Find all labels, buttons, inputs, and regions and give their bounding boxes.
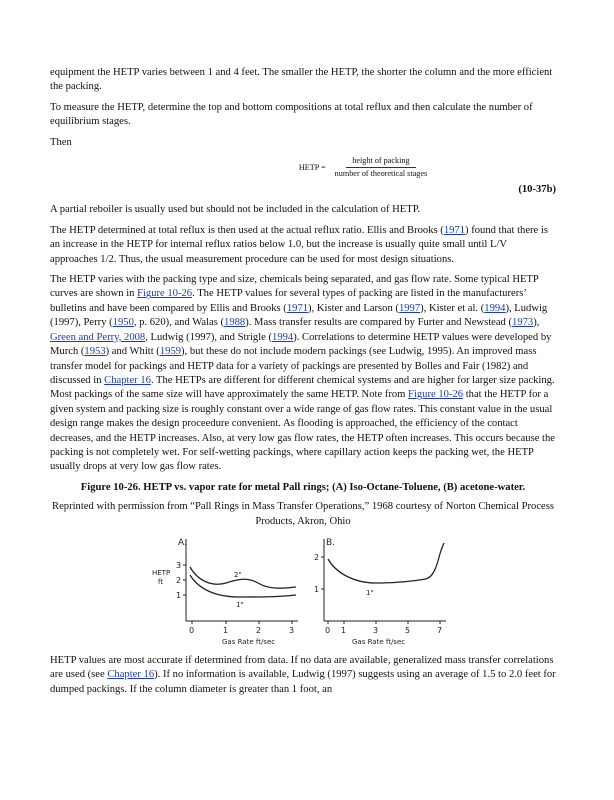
text-run: ), bbox=[533, 317, 540, 329]
link-1971[interactable]: 1971 bbox=[443, 224, 466, 236]
text-run: . The HETP values for several types of packing are listed in the manufacturers’ bulletins and have been compared by Ellis and Brooks ( bbox=[50, 288, 527, 314]
text-run: The HETP varies with the packing type and size, chemicals being separated, and gas flow rate. Some typical HETP curves are shown in bbox=[50, 274, 539, 300]
paragraph-measure: To measure the HETP, determine the top and bottom compositions at total reflux and then calculate the number of equilibrium stages. bbox=[50, 101, 533, 128]
panel-b-xtick-label: 0 bbox=[325, 625, 331, 635]
link-1988[interactable]: 1988 bbox=[224, 317, 246, 329]
text-run: The HETP determined at total reflux is then used at the actual reflux ratio. Ellis and Brooks ( bbox=[50, 224, 444, 236]
panel-b-curve-1in bbox=[328, 543, 444, 583]
panel-b-xtick-label: 1 bbox=[341, 625, 347, 635]
panel-b-xlabel: Gas Rate ft/sec bbox=[352, 637, 406, 646]
link-1994[interactable]: 1994 bbox=[484, 302, 506, 314]
panel-b-label: B. bbox=[326, 537, 336, 548]
link-1973[interactable]: 1973 bbox=[512, 317, 534, 329]
panel-a-ytick-label: 2 bbox=[176, 575, 182, 585]
figure-credit: Reprinted with permission from “Pall Rings in Mass Transfer Operations,” 1968 courtesy of Norton Chemical Process Products, Akron, Ohio bbox=[52, 501, 554, 527]
link-1994[interactable]: 1994 bbox=[272, 331, 294, 343]
panel-b-xtick-label: 5 bbox=[405, 625, 411, 635]
panel-b-graph bbox=[314, 535, 454, 647]
link-1953[interactable]: 1953 bbox=[84, 346, 106, 358]
panel-a-ylabel-ft: ft bbox=[158, 577, 164, 586]
link-1971[interactable]: 1971 bbox=[286, 302, 309, 314]
formula-denominator: number of theoretical stages bbox=[334, 169, 428, 179]
text-run: ). If no information is available, Ludwig (1997) suggests using an average of 1.5 to 2.0 feet for dumped packings. If the column diameter is greater than 1 foot, an bbox=[50, 669, 556, 695]
text-run: ). Correlations to determine HETP values were developed by Murch ( bbox=[50, 331, 552, 358]
panel-a-ytick-label: 1 bbox=[176, 590, 182, 600]
text-run: . The HETPs are different for different chemical systems and are higher for larger size packing. Most packings of the same size will have approximately the same HETP. Note from bbox=[50, 374, 555, 401]
text-run: ), Kister and Larson ( bbox=[308, 302, 399, 314]
panel-a-xtick-label: 1 bbox=[223, 625, 229, 635]
text-run: ). Mass transfer results are compared by Furter and Newstead ( bbox=[245, 317, 513, 329]
text-run: ) found that there is an increase in the HETP for internal reflux ratios below 1.0, but the increase is usually quite small until L/V approaches 1/2. Thus, the usual measurement procedure can be used for most design situations. bbox=[50, 224, 548, 265]
link-chapter-16[interactable]: Chapter 16 bbox=[107, 669, 155, 681]
link-1959[interactable]: 1959 bbox=[159, 346, 182, 358]
text-run: , Ludwig (1997), and Strigle ( bbox=[145, 331, 273, 343]
link-chapter-16[interactable]: Chapter 16 bbox=[104, 374, 151, 386]
paragraph-final bbox=[50, 654, 556, 697]
panel-a-xtick-label: 3 bbox=[289, 625, 295, 635]
text-run: ), but these do not include modern packings (see Ludwig, 1995). An improved mass transfer model for packings and HETP data for a variety of packings are presented by Bolles and Fair (1982) and discussed in bbox=[50, 346, 537, 386]
panel-b-xtick-label: 3 bbox=[373, 625, 379, 635]
hetp-formula bbox=[50, 156, 556, 179]
page-content bbox=[50, 66, 556, 703]
paragraph-then: Then bbox=[50, 136, 72, 148]
paragraph-hetp-varies bbox=[50, 273, 556, 475]
figure-10-26 bbox=[50, 535, 556, 647]
link-1997[interactable]: 1997 bbox=[398, 302, 421, 314]
link-figure-10-26[interactable]: Figure 10-26 bbox=[408, 389, 464, 401]
text-run: ), Ludwig (1997), Perry ( bbox=[50, 302, 548, 329]
text-run: HETP values are most accurate if determined from data. If no data are available, generalized mass transfer correlations are used (see bbox=[50, 654, 554, 681]
panel-a-curve-1in bbox=[190, 575, 296, 597]
formula-lhs: HETP = bbox=[298, 162, 326, 172]
text-run: that the HETP for a given system and packing size is roughly constant over a wide range of gas flow rates. This constant value in the usual design range makes the design proceedure convenient. As flooding is approached, the efficiency of the contact decreases, and the HETP increases. Also, at very low gas flow rates, the HETP often increases. This occurs because the packing is not completely wet. For self-wetting packings, where capillary action keeps the packing wet, the HETP usually drops at very low gas flow rates. bbox=[50, 389, 555, 473]
panel-a-curve-2in bbox=[190, 567, 296, 588]
paragraph-reflux bbox=[50, 224, 556, 267]
panel-a-xlabel: Gas Rate ft/sec bbox=[222, 637, 276, 646]
panel-a-curve-label-2in: 2" bbox=[234, 570, 242, 579]
formula-numerator: height of packing bbox=[346, 156, 415, 168]
panel-b-ytick-label: 2 bbox=[314, 552, 320, 562]
formula-fraction bbox=[329, 156, 434, 179]
panel-a-ylabel-hetp: HETP bbox=[152, 568, 171, 577]
panel-b-ytick-label: 1 bbox=[314, 584, 320, 594]
text-run: ), Kister et al. ( bbox=[420, 302, 485, 314]
text-run: ) and Whitt ( bbox=[105, 346, 160, 358]
panel-b-xtick-label: 7 bbox=[437, 625, 443, 635]
panel-a-ytick-label: 3 bbox=[176, 560, 182, 570]
panel-a-curve-label-1in: 1" bbox=[236, 600, 244, 609]
text-run: , p. 620), and Walas ( bbox=[133, 317, 225, 329]
paragraph-reboiler: A partial reboiler is usually used but should not be included in the calculation of HETP. bbox=[50, 204, 421, 216]
link-1950[interactable]: 1950 bbox=[112, 317, 134, 329]
equation-number: (10-37b) bbox=[518, 184, 556, 196]
link-green-perry-2008[interactable]: Green and Perry, 2008 bbox=[50, 331, 146, 343]
paragraph-intro: equipment the HETP varies between 1 and 4 feet. The smaller the HETP, the shorter the column and the more efficient the packing. bbox=[50, 67, 553, 93]
link-figure-10-26[interactable]: Figure 10-26 bbox=[137, 288, 193, 300]
panel-b-curve-label-1in: 1" bbox=[366, 588, 374, 597]
panel-a-xtick-label: 0 bbox=[189, 625, 195, 635]
panel-a-label: A. bbox=[178, 537, 187, 548]
panel-a-xtick-label: 2 bbox=[256, 625, 262, 635]
figure-title: Figure 10-26. HETP vs. vapor rate for metal Pall rings; (A) Iso-Octane-Toluene, (B) acetone-water. bbox=[80, 481, 526, 493]
panel-a-graph bbox=[152, 535, 302, 647]
